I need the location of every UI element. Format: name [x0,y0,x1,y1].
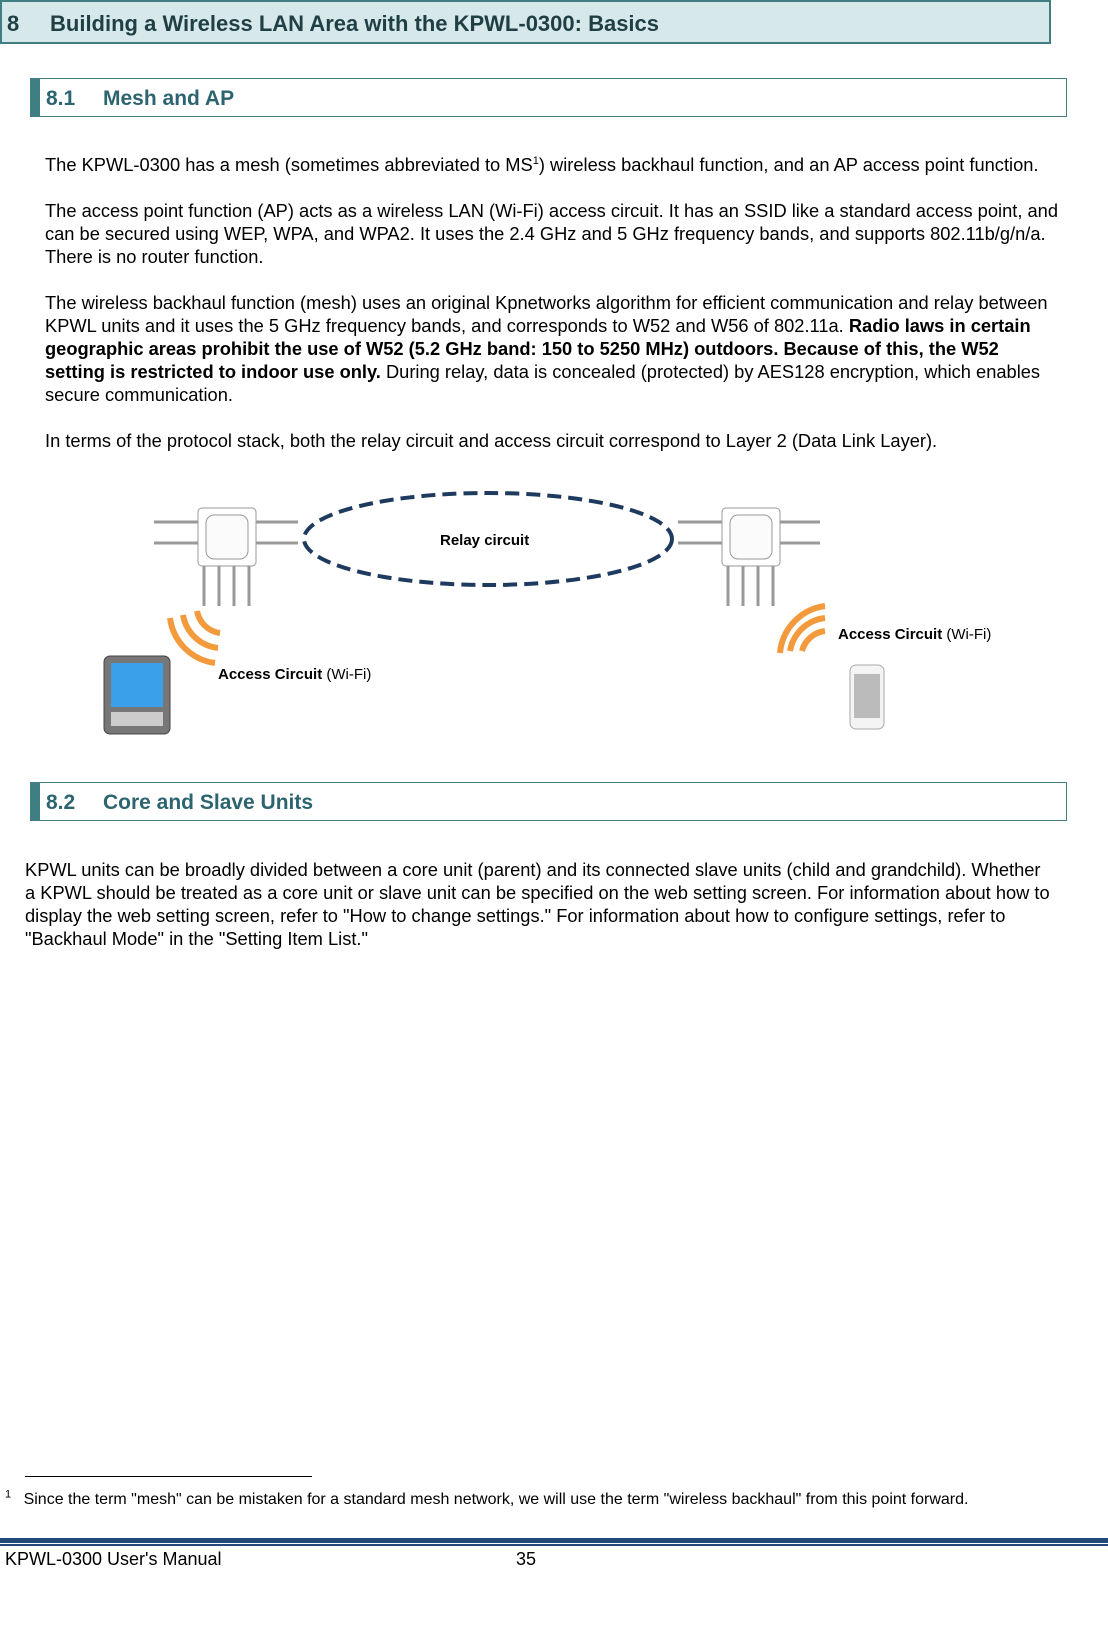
section-heading-8-1 [30,78,1067,117]
text: During relay, data is concealed (protected) by AES128 encryption, which enables secure communication. [45,361,1041,405]
kpwl-unit-right-icon [678,508,820,606]
paragraph: KPWL units can be broadly divided between a core unit (parent) and its connected slave units (child and grandchild). Whether a KPWL should be treated as a core unit or slave unit can be specified on the web setting screen. For information about how to display the web setting screen, refer to "How to change settings." For information about how to configure settings, refer to "Backhaul Mode" in the "Setting Item List." [25,859,1050,949]
paragraph [45,291,1060,406]
paragraph: In terms of the protocol stack, both the relay circuit and access circuit correspond to Layer 2 (Data Link Layer). [45,430,938,451]
footnote-divider [25,1476,312,1477]
section-title: Mesh and AP [103,87,235,110]
kpwl-unit-left-icon [154,508,298,606]
warning-text: Radio laws in certain geographic areas prohibit the use of W52 (5.2 GHz band: 150 to 5250 MHz) outdoors. Because of this, the W52 setting is restricted to indoor use only. [45,315,1031,382]
wifi-waves-left-icon [170,611,220,663]
tablet-icon [104,656,170,734]
chapter-title: Building a Wireless LAN Area with the KPWL-0300: Basics [50,11,660,36]
footer-manual-title: KPWL-0300 User's Manual [5,1549,222,1569]
label-bold: Access Circuit [218,666,323,683]
page-number: 35 [516,1549,537,1569]
footnote-text: Since the term "mesh" can be mistaken for a standard mesh network, we will use the term "wireless backhaul" from this point forward. [23,1491,969,1508]
label-bold: Access Circuit [838,626,943,643]
label-suffix: (Wi-Fi) [322,666,372,683]
access-circuit-label-left [218,666,371,683]
wifi-waves-right-icon [780,606,825,653]
footnote [5,1488,1045,1512]
text: The wireless backhaul function (mesh) uses an original Kpnetworks algorithm for efficient communication and relay between KPWL units and it uses the 5 GHz frequency bands, and corresponds to W52 and W56 of 802.11a. [45,292,1048,336]
text: ) wireless backhaul function, and an AP access point function. [538,154,1039,175]
section-number: 8.1 [46,87,76,110]
section-heading-8-2 [30,782,1067,821]
paragraph [45,153,1060,176]
smartphone-icon [850,665,884,729]
section-8-2-body [25,858,1055,973]
chapter-number: 8 [7,11,20,36]
diagram-graphics [100,488,1020,748]
access-circuit-label-right [838,626,991,643]
text: The KPWL-0300 has a mesh (sometimes abbreviated to MS [45,154,533,175]
section-8-1-body [45,153,1060,475]
relay-circuit-label: Relay circuit [440,532,530,549]
mesh-diagram [100,488,1020,748]
paragraph: The access point function (AP) acts as a wireless LAN (Wi-Fi) access circuit. It has an SSID like a standard access point, and can be secured using WEP, WPA, and WPA2. It uses the 2.4 GHz and 5 GHz frequency bands, and supports 802.11b/g/n/a. There is no router function. [45,200,1058,267]
label-suffix: (Wi-Fi) [942,626,992,643]
section-title: Core and Slave Units [103,791,314,814]
chapter-heading [0,0,1051,44]
footnote-mark: 1 [5,1488,12,1501]
footer-rule [0,1538,1108,1544]
footnote-ref[interactable]: 1 [532,154,539,167]
section-number: 8.2 [46,791,76,814]
